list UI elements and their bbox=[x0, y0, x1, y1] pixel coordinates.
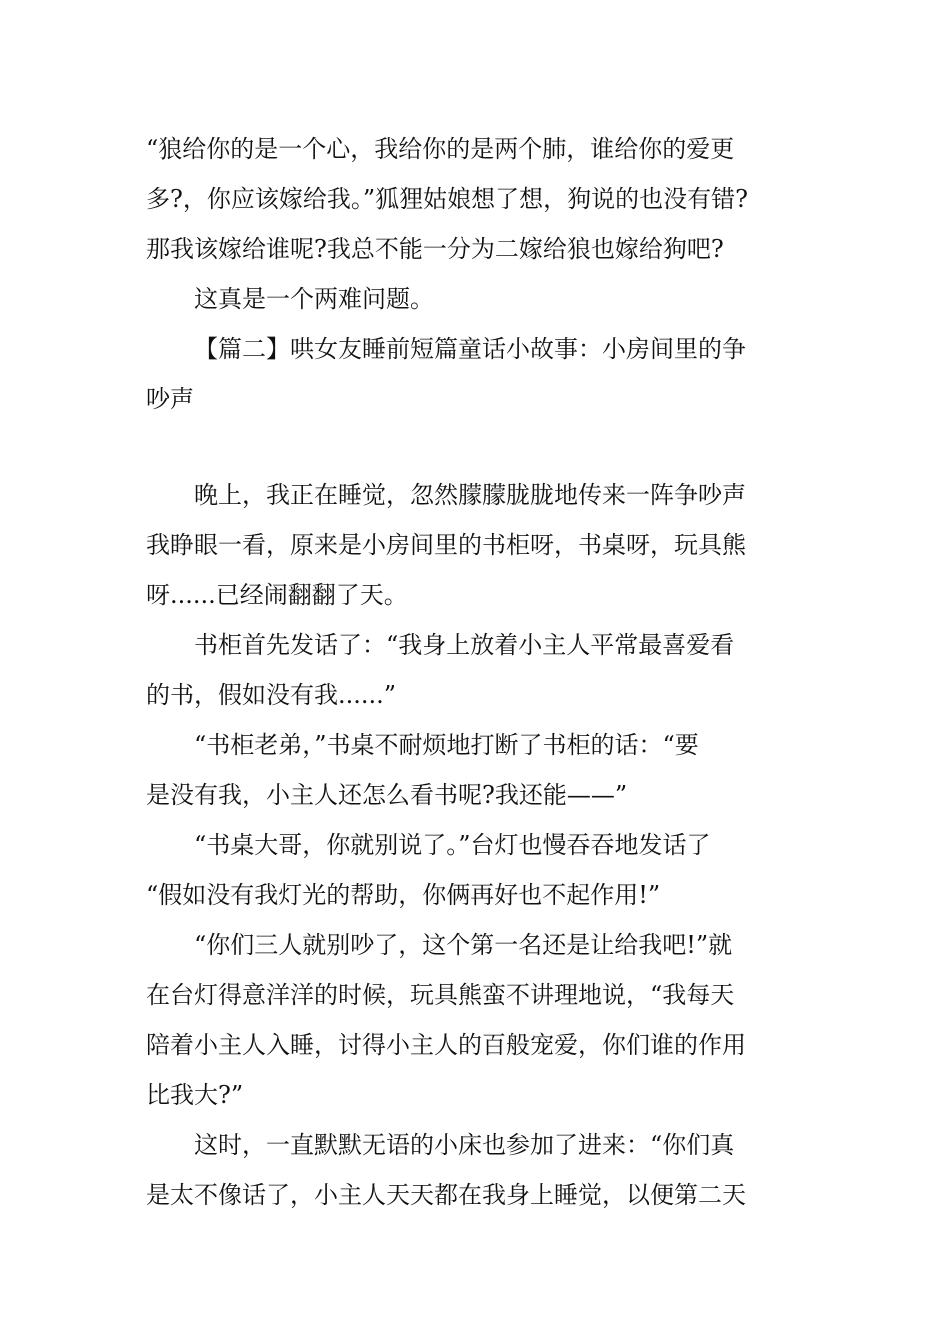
text-line: “你们三人就别吵了，这个第一名还是让给我吧!”就 bbox=[194, 931, 733, 959]
text-line: 比我大?” bbox=[146, 1081, 244, 1109]
text-line: 在台灯得意洋洋的时候，玩具熊蛮不讲理地说，“我每天 bbox=[146, 981, 735, 1009]
text-line: 我睁眼一看，原来是小房间里的书柜呀，书桌呀，玩具熊 bbox=[146, 531, 746, 559]
text-line: 书柜首先发话了：“我身上放着小主人平常最喜爱看 bbox=[194, 631, 735, 659]
text-line: 这时，一直默默无语的小床也参加了进来：“你们真 bbox=[194, 1131, 735, 1159]
text-line: 晚上，我正在睡觉，忽然朦朦胧胧地传来一阵争吵声 bbox=[194, 481, 746, 509]
text-line: “假如没有我灯光的帮助，你俩再好也不起作用!” bbox=[146, 881, 661, 909]
text-line: 那我该嫁给谁呢?我总不能一分为二嫁给狼也嫁给狗吧? bbox=[146, 235, 724, 263]
section-heading-line: 吵声 bbox=[146, 385, 194, 413]
text-line: “书柜老弟，”书桌不耐烦地打断了书柜的话：“要 bbox=[194, 731, 699, 759]
text-line: “书桌大哥，你就别说了。”台灯也慢吞吞地发话了 bbox=[194, 831, 711, 859]
text-line: 这真是一个两难问题。 bbox=[194, 285, 434, 313]
text-line: 多?，你应该嫁给我。”狐狸姑娘想了想，狗说的也没有错? bbox=[146, 185, 749, 213]
text-line: 是没有我，小主人还怎么看书呢?我还能——” bbox=[146, 781, 628, 809]
text-line: 的书，假如没有我......” bbox=[146, 681, 397, 709]
text-line: 是太不像话了，小主人天天都在我身上睡觉，以便第二天 bbox=[146, 1181, 746, 1209]
text-line: “狼给你的是一个心，我给你的是两个肺，谁给你的爱更 bbox=[146, 135, 735, 163]
text-line: 呀......已经闹翻翻了天。 bbox=[146, 581, 408, 609]
section-heading-line: 【篇二】哄女友睡前短篇童话小故事：小房间里的争 bbox=[194, 335, 746, 363]
text-line: 陪着小主人入睡，讨得小主人的百般宠爱，你们谁的作用 bbox=[146, 1031, 746, 1059]
